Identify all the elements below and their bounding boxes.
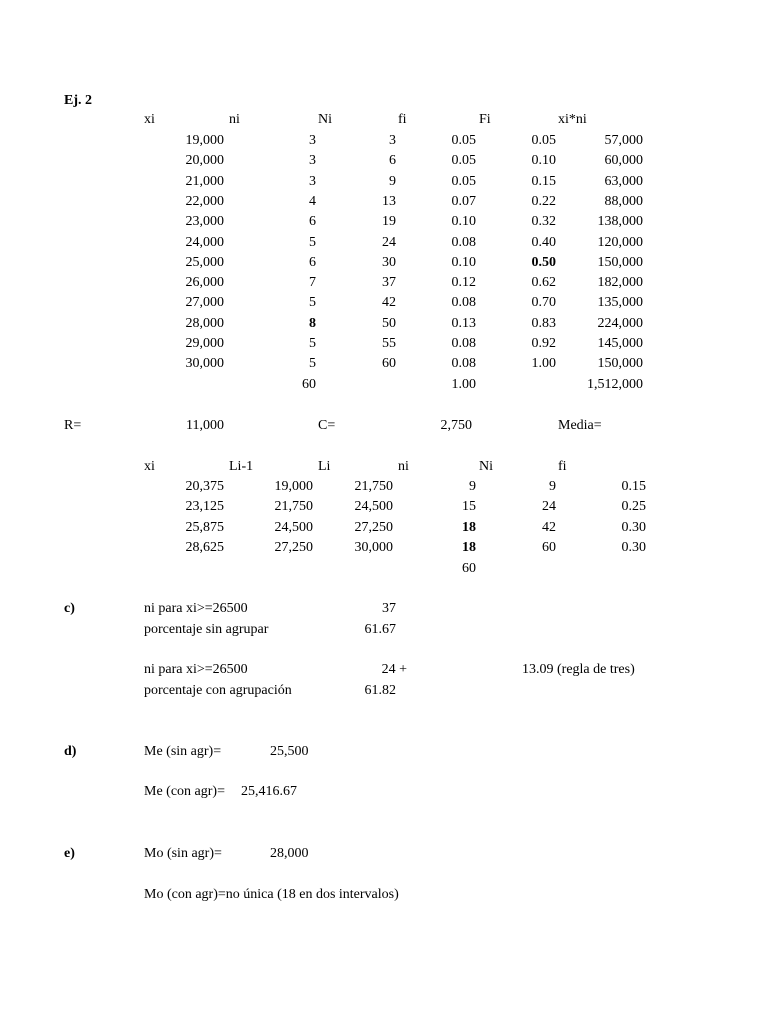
- table1-total-ni: 60: [302, 377, 316, 392]
- r-label: R=: [64, 418, 82, 433]
- section-c-line2-text: porcentaje sin agrupar: [144, 622, 269, 637]
- table1-cell: 0.10: [531, 153, 556, 169]
- table2-cell: 27,250: [354, 519, 393, 535]
- table2-header-Ni: Ni: [479, 459, 493, 474]
- section-c-line3-value: 24 +: [381, 662, 407, 677]
- table1-cell: 120,000: [597, 234, 643, 250]
- table1-cell: 5: [309, 295, 316, 311]
- table1-cell: 224,000: [597, 315, 643, 331]
- table2-cell: 60: [542, 539, 556, 555]
- table1-header-Fi: Fi: [479, 112, 491, 127]
- section-d-line1-text: Me (sin agr)=: [144, 744, 222, 759]
- table2-cell: 24,500: [354, 499, 393, 515]
- table1-cell: 0.12: [451, 275, 476, 291]
- table1-header-fi: fi: [398, 112, 407, 127]
- section-e-line1-text: Mo (sin agr)=: [144, 846, 222, 861]
- table1-total-fi: 1.00: [451, 377, 476, 392]
- table2-cell: 0.30: [621, 539, 646, 555]
- table2-cell: 23,125: [185, 499, 224, 515]
- table1-cell: 25,000: [185, 254, 224, 270]
- table1-cell: 55: [382, 336, 396, 351]
- table1-cell: 0.08: [451, 336, 476, 351]
- table1-cell: 0.05: [451, 133, 476, 148]
- table1-cell: 60,000: [604, 153, 643, 169]
- table1-cell: 5: [309, 356, 316, 372]
- table2-cell: 24: [542, 499, 556, 515]
- table1-header-ni: ni: [229, 112, 240, 127]
- table2-cell: 21,750: [274, 499, 313, 515]
- table1-cell: 19: [382, 214, 396, 230]
- table1-cell: 7: [309, 275, 316, 291]
- r-value: 11,000: [186, 418, 224, 433]
- table1-cell: 3: [309, 173, 316, 189]
- table2-cell: 15: [462, 499, 476, 515]
- c-label: C=: [318, 418, 336, 433]
- table1-cell: 0.10: [451, 254, 476, 270]
- table2-cell: 28,625: [185, 539, 224, 555]
- table2-cell: 18: [462, 539, 476, 555]
- table1-cell: 30,000: [185, 356, 224, 372]
- table2-cell: 9: [469, 479, 476, 494]
- table2-cell: 30,000: [354, 539, 393, 555]
- section-c-line2-value: 61.67: [364, 622, 396, 637]
- table1-cell: 0.83: [531, 315, 556, 331]
- table1-cell: 20,000: [185, 153, 224, 169]
- table1-cell: 24: [382, 234, 396, 250]
- table1-cell: 24,000: [185, 234, 224, 250]
- table1-header-xini: xi*ni: [558, 112, 587, 127]
- table2-cell: 19,000: [274, 479, 313, 494]
- table1-cell: 138,000: [597, 214, 643, 230]
- table2-cell: 9: [549, 479, 556, 494]
- table2-cell: 42: [542, 519, 556, 535]
- table2-cell: 24,500: [274, 519, 313, 535]
- section-c-line3-text: ni para xi>=26500: [144, 662, 248, 677]
- table2-header-li: Li: [318, 459, 331, 474]
- table1-cell: 29,000: [185, 336, 224, 351]
- table1-cell: 6: [389, 153, 396, 169]
- section-c-label: c): [64, 601, 75, 616]
- table1-cell: 135,000: [597, 295, 643, 311]
- table1-cell: 0.05: [451, 153, 476, 169]
- table1-cell: 0.32: [531, 214, 556, 230]
- table1-cell: 0.08: [451, 234, 476, 250]
- table1-cell: 13: [382, 193, 396, 209]
- table1-cell: 23,000: [185, 214, 224, 230]
- table1-cell: 0.05: [451, 173, 476, 189]
- table1-cell: 57,000: [604, 133, 643, 148]
- table2-header-xi: xi: [144, 459, 155, 474]
- section-c-line3-extra: 13.09 (regla de tres): [522, 662, 635, 677]
- table1-cell: 22,000: [185, 193, 224, 209]
- table1-cell: 3: [309, 133, 316, 148]
- table2-cell: 27,250: [274, 539, 313, 555]
- table1-cell: 3: [309, 153, 316, 169]
- table1-cell: 21,000: [185, 173, 224, 189]
- table1-total-xini: 1,512,000: [587, 377, 643, 392]
- table2-cell: 0.15: [621, 479, 646, 494]
- table1-cell: 0.07: [451, 193, 476, 209]
- table1-cell: 63,000: [604, 173, 643, 189]
- table1-cell: 0.92: [531, 336, 556, 351]
- table2-header-li1: Li-1: [229, 459, 254, 474]
- table2-total-ni: 60: [462, 561, 476, 576]
- table1-cell: 30: [382, 254, 396, 270]
- section-d-line2-text: Me (con agr)=: [144, 784, 225, 799]
- table1-cell: 0.10: [451, 214, 476, 230]
- media-label: Media=: [558, 418, 602, 433]
- table2-cell: 25,875: [185, 519, 224, 535]
- table1-header-xi: xi: [144, 112, 155, 127]
- table1-cell: 6: [309, 254, 316, 270]
- table1-cell: 27,000: [185, 295, 224, 311]
- table1-cell: 0.13: [451, 315, 476, 331]
- table2-header-fi: fi: [558, 459, 567, 474]
- table1-cell: 0.70: [531, 295, 556, 311]
- table1-header-Ni: Ni: [318, 112, 332, 127]
- section-e-line1-value: 28,000: [270, 846, 309, 861]
- table1-cell: 42: [382, 295, 396, 311]
- table2-header-ni: ni: [398, 459, 409, 474]
- table1-cell: 150,000: [597, 254, 643, 270]
- table2-cell: 0.25: [621, 499, 646, 515]
- table1-cell: 5: [309, 234, 316, 250]
- table1-cell: 0.50: [531, 254, 556, 270]
- table1-cell: 0.05: [531, 133, 556, 148]
- c-value: 2,750: [440, 418, 472, 433]
- table1-cell: 150,000: [597, 356, 643, 372]
- section-d-line1-value: 25,500: [270, 744, 309, 759]
- table1-cell: 50: [382, 315, 396, 331]
- table1-cell: 0.62: [531, 275, 556, 291]
- table1-cell: 9: [389, 173, 396, 189]
- table2-cell: 21,750: [354, 479, 393, 494]
- table1-cell: 3: [389, 133, 396, 148]
- table1-cell: 8: [309, 315, 316, 331]
- table1-cell: 0.15: [531, 173, 556, 189]
- table1-cell: 60: [382, 356, 396, 372]
- section-c-line1-value: 37: [382, 601, 396, 616]
- table2-cell: 18: [462, 519, 476, 535]
- table1-cell: 1.00: [531, 356, 556, 372]
- table1-cell: 26,000: [185, 275, 224, 291]
- section-c-line4-value: 61.82: [364, 683, 396, 698]
- section-e-line2-text: Mo (con agr)=no única (18 en dos intervalos): [144, 887, 399, 902]
- section-d-label: d): [64, 744, 77, 759]
- section-e-label: e): [64, 846, 75, 861]
- table1-cell: 5: [309, 336, 316, 351]
- section-c-line4-text: porcentaje con agrupación: [144, 683, 292, 698]
- table1-cell: 37: [382, 275, 396, 291]
- table2-cell: 0.30: [621, 519, 646, 535]
- table1-cell: 0.08: [451, 295, 476, 311]
- section-c-line1-text: ni para xi>=26500: [144, 601, 248, 616]
- table2-cell: 20,375: [185, 479, 224, 494]
- table1-cell: 6: [309, 214, 316, 230]
- table1-cell: 88,000: [604, 193, 643, 209]
- section-d-line2-value: 25,416.67: [241, 784, 297, 799]
- table1-cell: 182,000: [597, 275, 643, 291]
- table1-cell: 0.40: [531, 234, 556, 250]
- table1-cell: 4: [309, 193, 316, 209]
- exercise-title: Ej. 2: [64, 93, 92, 108]
- table1-cell: 19,000: [185, 133, 224, 148]
- table1-cell: 145,000: [597, 336, 643, 351]
- table1-cell: 28,000: [185, 315, 224, 331]
- table1-cell: 0.22: [531, 193, 556, 209]
- table1-cell: 0.08: [451, 356, 476, 372]
